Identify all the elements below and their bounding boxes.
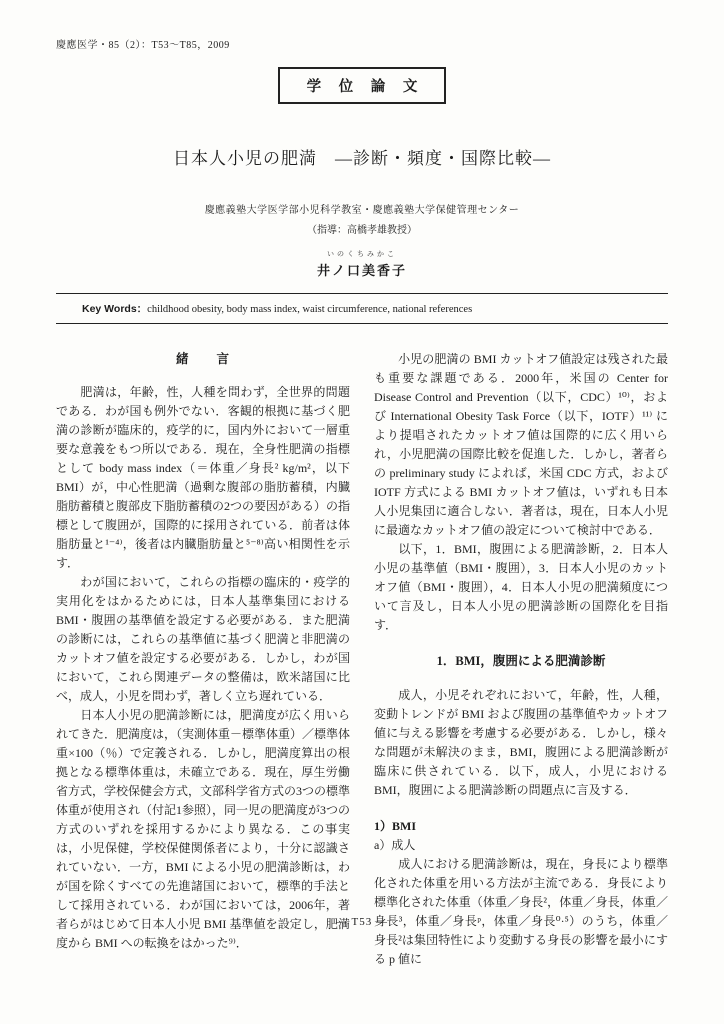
body-paragraph: 以下，1．BMI，腹囲による肥満診断，2．日本人小児の基準値（BMI・腹囲），3．日本人小児のカットオフ値（BMI・腹囲），4．日本人小児の肥満頻度について言及し，日本人小児の肥満診断の国際化を目指す． [374,542,668,632]
section-heading-introduction: 緒 言 [175,352,230,366]
left-column [56,350,350,969]
body-paragraph: 成人における肥満診断は，現在，身長により標準化された体重を用いる方法が主流である．身長により標準化された体重（体重／身長²，体重／身長，体重／身長³，体重／身長ᵖ，体重／身長⁰·⁵）のうち，体重／身長²は集団特性により変動する身長の影響を最小にする p 値に [374,857,668,966]
body-paragraph: 小児の肥満の BMI カットオフ値設定は残された最も重要な課題である．2000年，米国の Center for Disease Control and Prevention（以下，CDC）¹⁰⁾，および International Obesity Task Force（以下，IOTF）¹¹⁾ により提唱されたカットオフ値は国際的に広く用いられ，小児肥満の国際比較を促進した．しかし，著者らの preliminary study によれば，米国 CDC 方式，および IOTF 方式による BMI カットオフ値は，いずれも日本人小児集団に適合しない．著者は，現在，日本人小児に最適なカットオフ値の設定について検討中である． [374,352,668,537]
body-paragraph: 成人，小児それぞれにおいて，年齢，性，人種，変動トレンドが BMI および腹囲の基準値やカットオフ値に与える影響を考慮する必要がある．しかし，様々な問題が未解決のまま，BMI，腹囲による肥満診断が臨床に供されている．以下，成人，小児における BMI，腹囲による肥満診断の問題点に言及する． [374,688,668,797]
keywords-bar [56,293,668,324]
article-type-box: 学 位 論 文 [278,67,447,104]
subsection-heading-bmi: 1）BMI [374,819,417,833]
subsection-heading-adult: a）成人 [374,838,416,852]
two-column-body [56,350,668,969]
section-heading-1: 1．BMI，腹囲による肥満診断 [436,654,606,668]
keywords-text: childhood obesity, body mass index, waist circumference, national references [147,304,473,315]
author-furigana: いのくちみかこ [327,250,397,258]
body-paragraph: 肥満は，年齢，性，人種を問わず，全世界的問題である．わが国も例外でない．客観的根拠に基づく肥満の診断が臨床的，疫学的に，国内外において一層重要な意義をもつ所以である．現在，全身性肥満の指標として body mass index（＝体重／身長² kg/m²，以下 BMI）が，中心性肥満（過剰な腹部の脂肪蓄積，内臓脂肪蓄積と腹部皮下脂肪蓄積の2つの要因がある）の指標として腹囲が，国際的に採用されている．前者は体脂肪量と¹⁻⁴⁾，後者は内臓脂肪量と⁵⁻⁸⁾高い相関性を示す． [56,385,351,570]
keywords-label: Key Words： [82,303,148,315]
body-paragraph: わが国において，これらの指標の臨床的・疫学的実用化をはかるためには，日本人基準集団における BMI・腹囲の基準値を設定する必要がある．また肥満の診断には，これらの基準値に基づく肥満と非肥満のカットオフ値を設定する必要がある．しかし，わが国において，これら関連データの整備は，欧米諸国に比べ，成人，小児を問わず，著しく立ち遅れている． [56,575,350,703]
journal-citation: 慶應医学・85（2）：T53～T85，2009 [56,40,230,51]
right-column [374,350,668,969]
paper-title: 日本人小児の肥満 ―診断・頻度・国際比較― [173,149,551,168]
article-type-wrap [56,67,668,104]
author-name: 井ノ口美香子 [316,263,407,278]
body-paragraph: 日本人小児の肥満診断には，肥満度が広く用いられてきた．肥満度は，（実測体重－標準体重）／標準体重×100（％）で定義される．しかし，肥満度算出の根拠となる標準体重は，未確立である．現在，厚生労働省方式，学校保健会方式，文部科学省方式の3つの標準体重が使用され（付記1参照），同一児の肥満度が3つの方式のいずれを採用するかにより異なる．この事実は，小児保健，学校保健関係者により，十分に認識されていない．一方，BMI による小児の肥満診断は，わが国を除くすべての先進諸国において，標準的手法として採用されている．わが国においては，2006年，著者らがはじめて日本人小児 BMI 基準値を設定し，肥満度から BMI への転換をはかった⁹⁾． [56,708,351,950]
page-number: ― T53 ― [335,916,389,928]
supervisor-line: （指導：高橋孝雄教授） [307,225,417,236]
affiliation-line: 慶應義塾大学医学部小児科学教室・慶應義塾大学保健管理センター [204,205,520,216]
